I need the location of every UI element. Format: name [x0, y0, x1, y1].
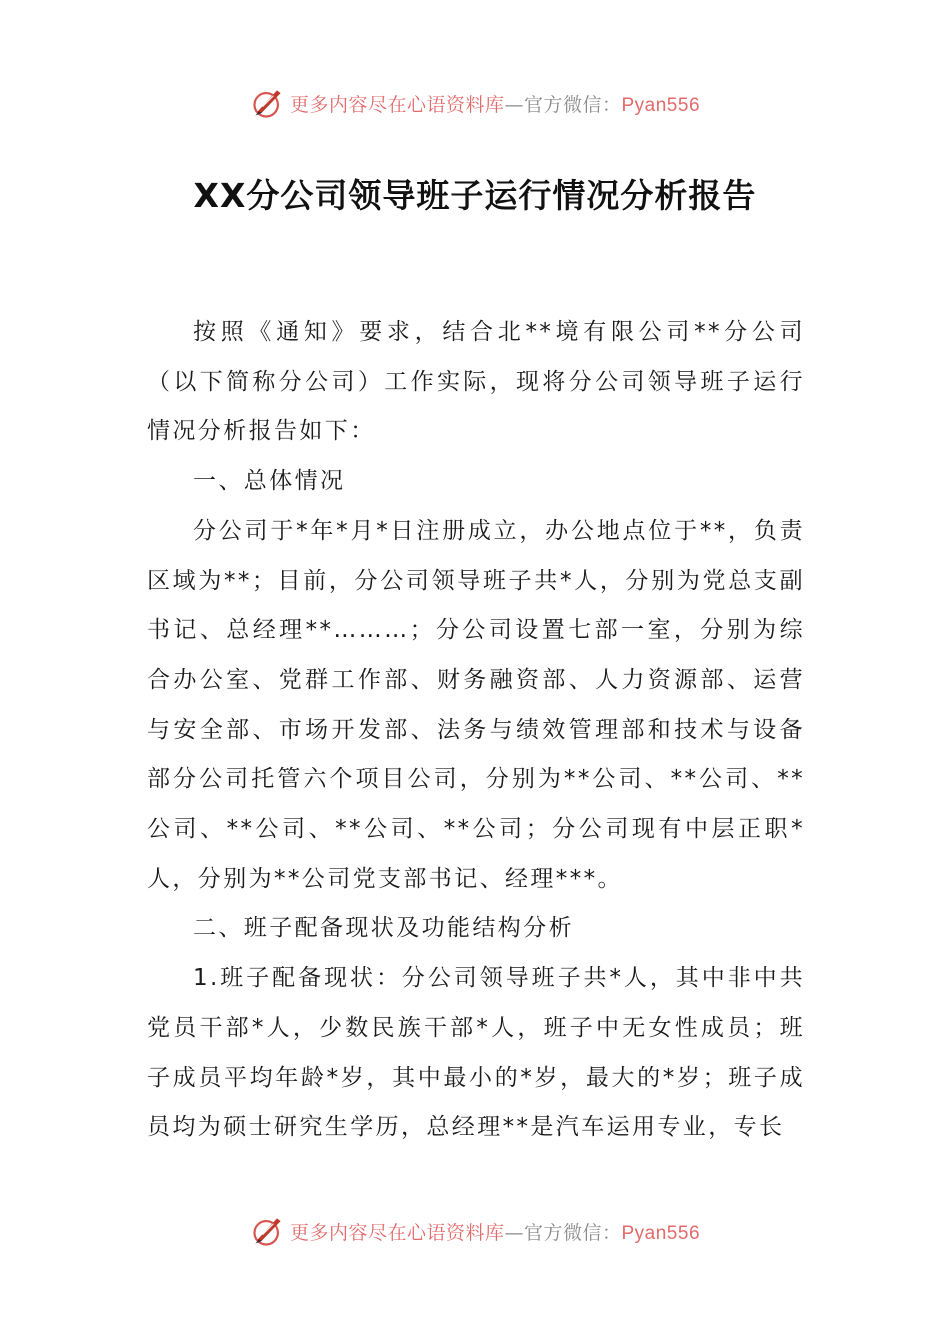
watermark-wechat-label: 官方微信：	[523, 93, 622, 116]
watermark-main-text: 更多内容尽在心语资料库	[289, 1221, 505, 1244]
paragraph-team-status: 1.班子配备现状：分公司领导班子共*人，其中非中共党员干部*人，少数民族干部*人，班子中无女性成员；班子成员平均年龄*岁，其中最小的*岁，最大的*岁；班子成员均为硕士研究生学历，总经理**是汽车运用专业，专长	[147, 965, 805, 1141]
watermark-text	[290, 1218, 700, 1245]
document-title: XX分公司领导班子运行情况分析报告	[193, 176, 757, 215]
watermark-main-text: 更多内容尽在心语资料库	[289, 93, 505, 116]
quill-pen-logo-icon	[250, 1213, 286, 1249]
header-watermark-banner	[0, 78, 950, 128]
paragraph-overview: 分公司于*年*月*日注册成立，办公地点位于**，负责区域为**；目前，分公司领导班子共*人，分别为党总支副书记、总经理**………；分公司设置七部一室，分别为综合办公室、党群工作部、财务融资部、人力资源部、运营与安全部、市场开发部、法务与绩效管理部和技术与设备部分公司托管六个项目公司，分别为**公司、**公司、**公司、**公司、**公司、**公司；分公司现有中层正职*人，分别为**公司党支部书记、经理***。	[147, 517, 805, 892]
paragraph-intro: 按照《通知》要求，结合北**境有限公司**分公司（以下简称分公司）工作实际，现将分公司领导班子运行情况分析报告如下：	[147, 319, 805, 445]
footer-watermark-banner	[0, 1206, 950, 1256]
watermark-separator: —	[504, 1221, 524, 1244]
watermark-separator: —	[504, 93, 524, 116]
document-body	[147, 308, 805, 1153]
watermark-wechat-id: Pyan556	[621, 1222, 701, 1244]
section-heading-1: 一、总体情况	[193, 468, 346, 495]
watermark-wechat-id: Pyan556	[621, 94, 701, 116]
watermark-wechat-label: 官方微信：	[523, 1221, 622, 1244]
watermark-text	[290, 90, 700, 117]
section-heading-2: 二、班子配备现状及功能结构分析	[193, 915, 574, 942]
quill-pen-logo-icon	[250, 85, 286, 121]
